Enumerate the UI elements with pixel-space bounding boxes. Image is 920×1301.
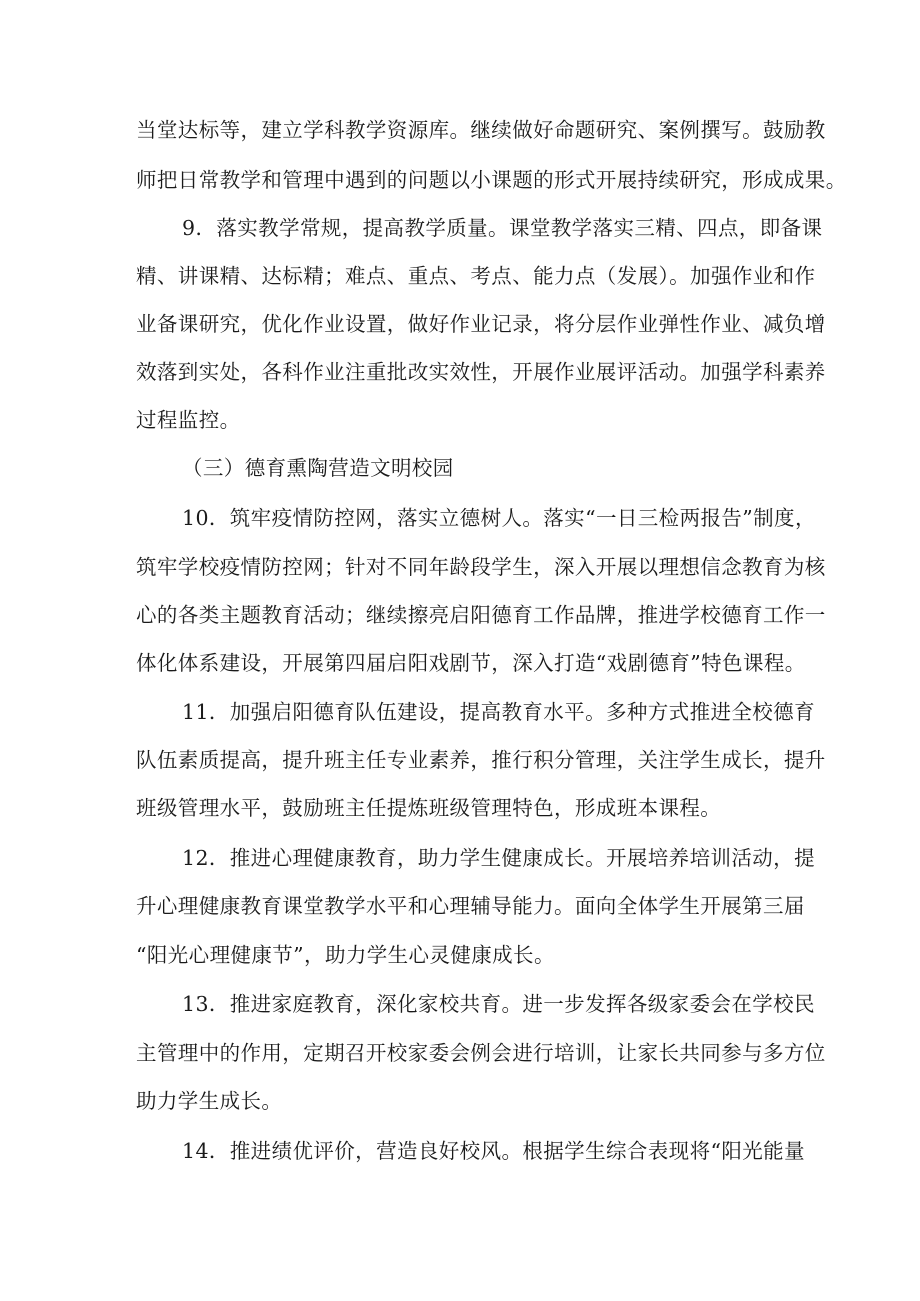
text-line: 班级管理水平，鼓励班主任提炼班级管理特色，形成班本课程。	[136, 796, 722, 820]
text-line: “阳光心理健康节”，助力学生心灵健康成长。	[136, 943, 555, 967]
text-line: 当堂达标等，建立学科教学资源库。继续做好命题研究、案例撰写。鼓励教	[136, 118, 826, 142]
section-heading: （三）德育熏陶营造文明校园	[182, 456, 454, 480]
paragraph-9-start: 9．落实教学常规，提高教学质量。课堂教学落实三精、四点，即备课	[182, 216, 823, 240]
paragraph-12-start: 12．推进心理健康教育，助力学生健康成长。开展培养培训活动，提	[182, 846, 815, 870]
text-line: 师把日常教学和管理中遇到的问题以小课题的形式开展持续研究，形成成果。	[136, 168, 847, 192]
paragraph-13-start: 13．推进家庭教育，深化家校共育。进一步发挥各级家委会在学校民	[182, 992, 815, 1016]
text-line: 体化体系建设，开展第四届启阳戏剧节，深入打造“戏剧德育”特色课程。	[136, 651, 806, 675]
text-line: 效落到实处，各科作业注重批改实效性，开展作业展评活动。加强学科素养	[136, 360, 826, 384]
text-line: 队伍素质提高，提升班主任专业素养，推行积分管理，关注学生成长，提升	[136, 748, 826, 772]
text-line: 助力学生成长。	[136, 1089, 283, 1113]
text-line: 筑牢学校疫情防控网；针对不同年龄段学生，深入开展以理想信念教育为核	[136, 555, 826, 579]
text-line: 精、讲课精、达标精；难点、重点、考点、能力点（发展）。加强作业和作	[136, 264, 816, 288]
text-line: 主管理中的作用，定期召开校家委会例会进行培训，让家长共同参与多方位	[136, 1041, 826, 1065]
text-line: 业备课研究，优化作业设置，做好作业记录，将分层作业弹性作业、减负增	[136, 312, 826, 336]
paragraph-14-start: 14．推进绩优评价，营造良好校风。根据学生综合表现将“阳光能量	[182, 1139, 805, 1163]
paragraph-10-start: 10．筑牢疫情防控网，落实立德树人。落实“一日三检两报告”制度，	[182, 506, 816, 530]
paragraph-11-start: 11．加强启阳德育队伍建设，提高教育水平。多种方式推进全校德育	[182, 700, 815, 724]
text-line: 心的各类主题教育活动；继续擦亮启阳德育工作品牌，推进学校德育工作一	[136, 603, 826, 627]
text-line: 过程监控。	[136, 408, 241, 432]
text-line: 升心理健康教育课堂教学水平和心理辅导能力。面向全体学生开展第三届	[136, 894, 805, 918]
